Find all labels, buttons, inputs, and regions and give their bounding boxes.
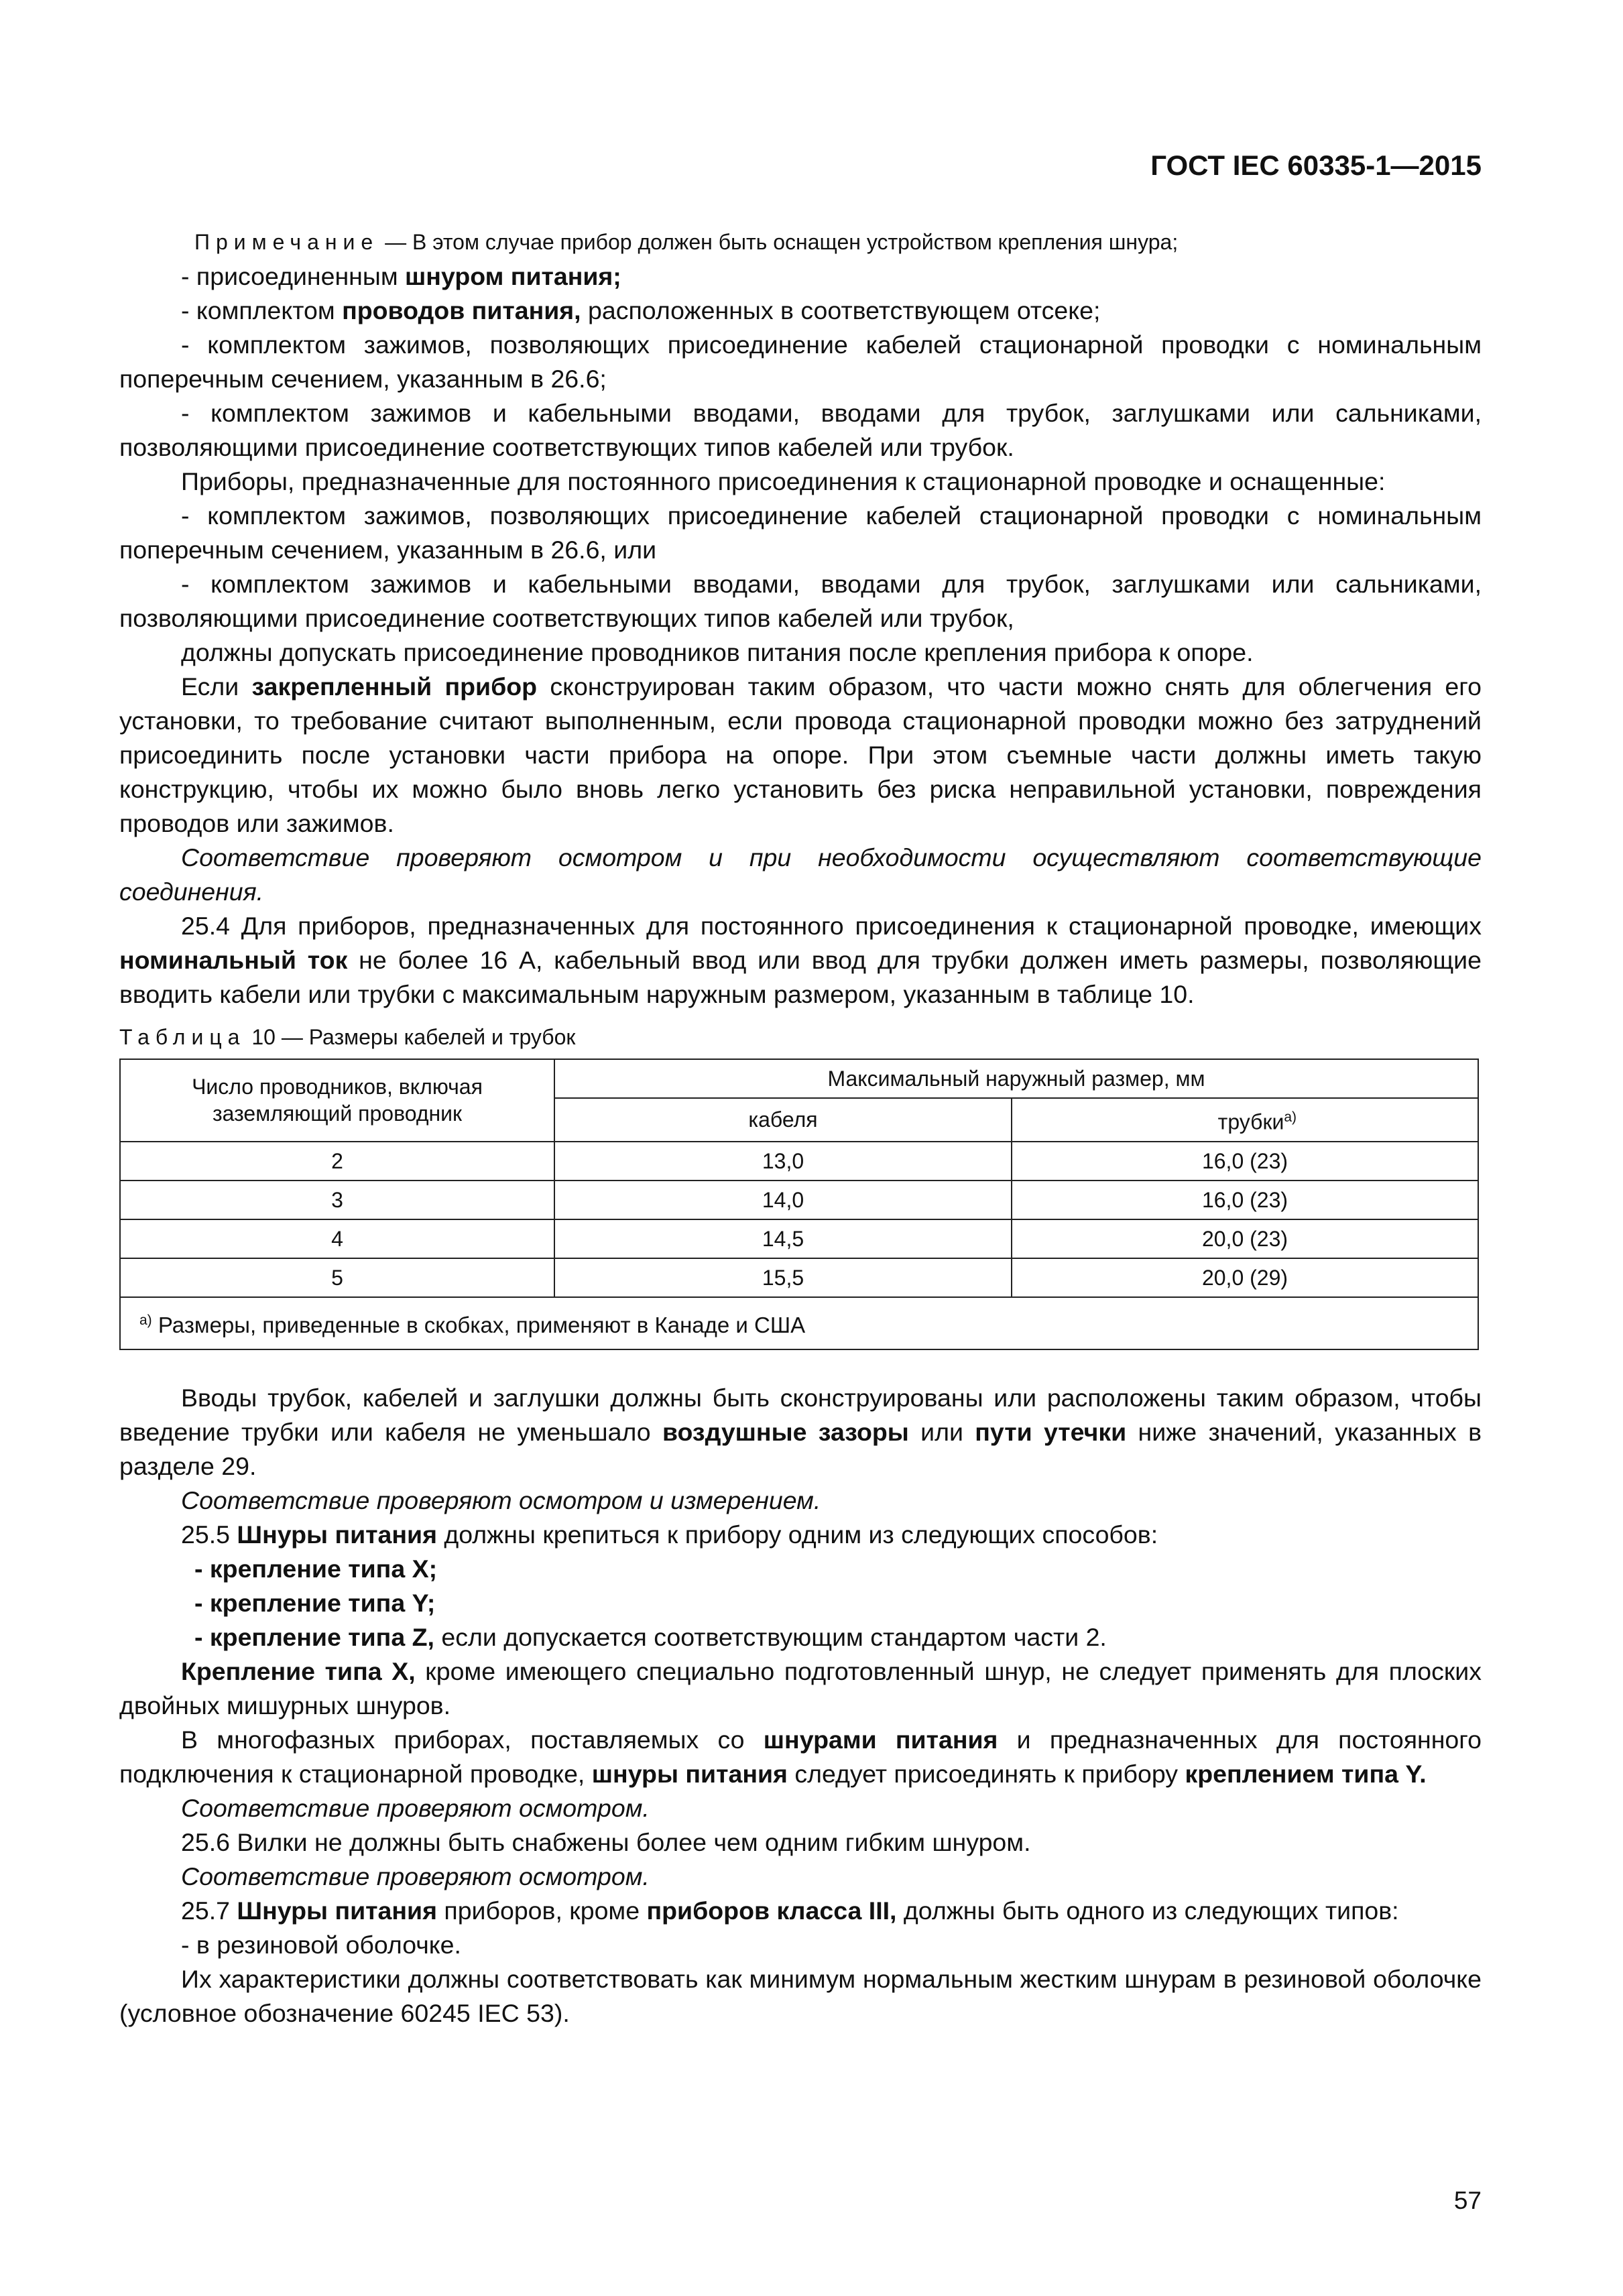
term-bold: - крепление типа X; bbox=[194, 1554, 438, 1583]
footnote-mark: a) bbox=[139, 1313, 152, 1329]
cell-n: 4 bbox=[120, 1219, 554, 1258]
para-text: должны быть одного из следующих типов: bbox=[896, 1896, 1399, 1925]
para-text: ниже значений, указанных в разделе 29. bbox=[119, 1417, 1482, 1480]
list-item bbox=[119, 1552, 1482, 1586]
cell-tube: 20,0 (29) bbox=[1012, 1258, 1478, 1297]
footnote-text: Размеры, приведенные в скобках, применяют в Канаде и США bbox=[152, 1313, 806, 1338]
compliance-italic: Соответствие проверяют осмотром и при необходимости осуществляют соответствующие соединения. bbox=[119, 843, 1482, 906]
standard-header: ГОСТ IEC 60335-1—2015 bbox=[1150, 149, 1482, 181]
caption-label: Таблица bbox=[119, 1025, 246, 1049]
term-bold: номинальный ток bbox=[119, 946, 348, 974]
compliance-text bbox=[119, 1791, 1482, 1825]
list-item: - в резиновой оболочке. bbox=[181, 1930, 461, 1959]
paragraph: Их характеристики должны соответствовать как минимум нормальным жестким шнурам в резиновой оболочке (условное обозначение 60245 IEC 53). bbox=[119, 1964, 1482, 2027]
compliance-italic: Соответствие проверяют осмотром. bbox=[181, 1862, 650, 1890]
table-caption bbox=[119, 1021, 1482, 1053]
para-text: следует присоединять к прибору bbox=[787, 1759, 1185, 1788]
list-item: - комплектом зажимов, позволяющих присоединение кабелей стационарной проводки с номинальным поперечным сечением, указанным в 26.6, или bbox=[119, 501, 1482, 564]
list-item bbox=[119, 259, 1482, 294]
para-text: В многофазных приборах, поставляемых со bbox=[181, 1725, 764, 1754]
cell-cable: 15,5 bbox=[554, 1258, 1012, 1297]
page-number: 57 bbox=[1453, 2187, 1482, 2214]
footnote-mark: a) bbox=[1284, 1109, 1297, 1125]
caption-text: 10 — Размеры кабелей и трубок bbox=[245, 1025, 576, 1049]
cell-tube: 20,0 (23) bbox=[1012, 1219, 1478, 1258]
paragraph bbox=[119, 1723, 1482, 1791]
item-text: - присоединенным bbox=[181, 262, 406, 290]
term-bold: Крепление типа X, bbox=[181, 1656, 416, 1685]
para-text: Если bbox=[181, 672, 252, 701]
term-bold: Шнуры питания bbox=[237, 1896, 437, 1925]
list-item bbox=[119, 1586, 1482, 1620]
note bbox=[119, 225, 1482, 259]
compliance-italic: Соответствие проверяют осмотром. bbox=[181, 1793, 650, 1822]
para-text: кроме имеющего специально подготовленный шнур, не следует применять для плоских двойных мишурных шнуров. bbox=[119, 1656, 1482, 1719]
header-cables: кабеля bbox=[554, 1098, 1012, 1142]
item-text: - комплектом bbox=[181, 296, 343, 324]
note-text: — В этом случае прибор должен быть оснащен устройством крепления шнура; bbox=[379, 230, 1179, 254]
clause-25-4 bbox=[119, 909, 1482, 1012]
table-footnote bbox=[120, 1297, 1478, 1349]
item-text: если допускается соответствующим стандартом части 2. bbox=[434, 1622, 1107, 1651]
header-conductors: Число проводников, включая заземляющий проводник bbox=[120, 1059, 554, 1142]
clause-25-6: 25.6 Вилки не должны быть снабжены более чем одним гибким шнуром. bbox=[181, 1827, 1031, 1856]
note-label: Примечание bbox=[194, 230, 379, 254]
term-bold: Шнуры питания bbox=[237, 1520, 437, 1549]
para-text: или bbox=[908, 1417, 975, 1446]
para-text: и предназначенных для постоянного подключения к стационарной проводке, bbox=[119, 1725, 1482, 1788]
paragraph: должны допускать присоединение проводников питания после крепления прибора к опоре. bbox=[181, 638, 1254, 666]
table-row bbox=[120, 1142, 1478, 1181]
compliance-text bbox=[119, 841, 1482, 909]
paragraph bbox=[119, 1381, 1482, 1484]
header-tubes bbox=[1012, 1098, 1478, 1142]
para-text: приборов, кроме bbox=[436, 1896, 647, 1925]
term-bold: пути утечки bbox=[975, 1417, 1127, 1446]
cell-tube: 16,0 (23) bbox=[1012, 1142, 1478, 1181]
list-item bbox=[119, 294, 1482, 328]
cell-n: 3 bbox=[120, 1181, 554, 1219]
table-footnote-row bbox=[120, 1297, 1478, 1349]
para-text: не более 16 А, кабельный ввод или ввод для трубки должен иметь размеры, позволяющие вводить кабели или трубки с максимальным наружным размером, указанным в таблице 10. bbox=[119, 946, 1482, 1008]
tubes-label: трубки bbox=[1217, 1109, 1284, 1134]
compliance-text bbox=[119, 1484, 1482, 1518]
compliance-italic: Соответствие проверяют осмотром и измерением. bbox=[181, 1486, 821, 1514]
paragraph bbox=[119, 670, 1482, 841]
table-row bbox=[120, 1219, 1478, 1258]
para-text: 25.5 bbox=[181, 1520, 237, 1549]
para-text: сконструирован таким образом, что части можно снять для облегчения его установки, то требование считают выполненным, если провода стационарной проводки можно без затруднений присоединить после установки части прибора на опоре. При этом съемные части должны иметь такую конструкцию, чтобы их можно было вновь легко установить без риска неправильной установки, повреждения проводов или зажимов. bbox=[119, 672, 1482, 837]
cell-n: 5 bbox=[120, 1258, 554, 1297]
body-text bbox=[119, 225, 1482, 2031]
para-text: 25.4 Для приборов, предназначенных для постоянного присоединения к стационарной проводке, имеющих bbox=[181, 912, 1482, 940]
cell-cable: 13,0 bbox=[554, 1142, 1012, 1181]
term-bold: шнурами питания bbox=[763, 1725, 998, 1754]
clause-25-7 bbox=[119, 1894, 1482, 1928]
para-text: Вводы трубок, кабелей и заглушки должны быть сконструированы или расположены таким образом, чтобы введение трубки или кабеля не уменьшало bbox=[119, 1383, 1482, 1446]
term-bold: шнуром питания; bbox=[405, 262, 621, 290]
cell-cable: 14,5 bbox=[554, 1219, 1012, 1258]
term-bold: проводов питания, bbox=[342, 296, 581, 324]
cell-n: 2 bbox=[120, 1142, 554, 1181]
list-item: - комплектом зажимов, позволяющих присоединение кабелей стационарной проводки с номинальным поперечным сечением, указанным в 26.6; bbox=[119, 330, 1482, 393]
table-row bbox=[120, 1258, 1478, 1297]
paragraph bbox=[119, 1654, 1482, 1723]
para-text: должны крепиться к прибору одним из следующих способов: bbox=[436, 1520, 1158, 1549]
list-item: - комплектом зажимов и кабельными вводами, вводами для трубок, заглушками или сальниками, позволяющими присоединение соответствующих типов кабелей или трубок. bbox=[119, 399, 1482, 461]
para-text: 25.7 bbox=[181, 1896, 237, 1925]
term-bold: креплением типа Y. bbox=[1185, 1759, 1427, 1788]
list-item bbox=[119, 1620, 1482, 1654]
table-row bbox=[120, 1181, 1478, 1219]
cell-tube: 16,0 (23) bbox=[1012, 1181, 1478, 1219]
term-bold: - крепление типа Y; bbox=[194, 1588, 436, 1617]
compliance-text bbox=[119, 1860, 1482, 1894]
paragraph: Приборы, предназначенные для постоянного присоединения к стационарной проводке и оснащенные: bbox=[181, 467, 1386, 495]
clause-25-5 bbox=[119, 1518, 1482, 1552]
table-10 bbox=[119, 1059, 1479, 1350]
term-bold: шнуры питания bbox=[591, 1759, 788, 1788]
term-bold: - крепление типа Z, bbox=[194, 1622, 434, 1651]
cell-cable: 14,0 bbox=[554, 1181, 1012, 1219]
term-bold: закрепленный прибор bbox=[251, 672, 538, 701]
term-bold: приборов класса III, bbox=[646, 1896, 897, 1925]
item-text: расположенных в соответствующем отсеке; bbox=[581, 296, 1101, 324]
list-item: - комплектом зажимов и кабельными вводами, вводами для трубок, заглушками или сальниками, позволяющими присоединение соответствующих типов кабелей или трубок, bbox=[119, 570, 1482, 632]
term-bold: воздушные зазоры bbox=[662, 1417, 909, 1446]
header-max-size: Максимальный наружный размер, мм bbox=[554, 1059, 1478, 1098]
